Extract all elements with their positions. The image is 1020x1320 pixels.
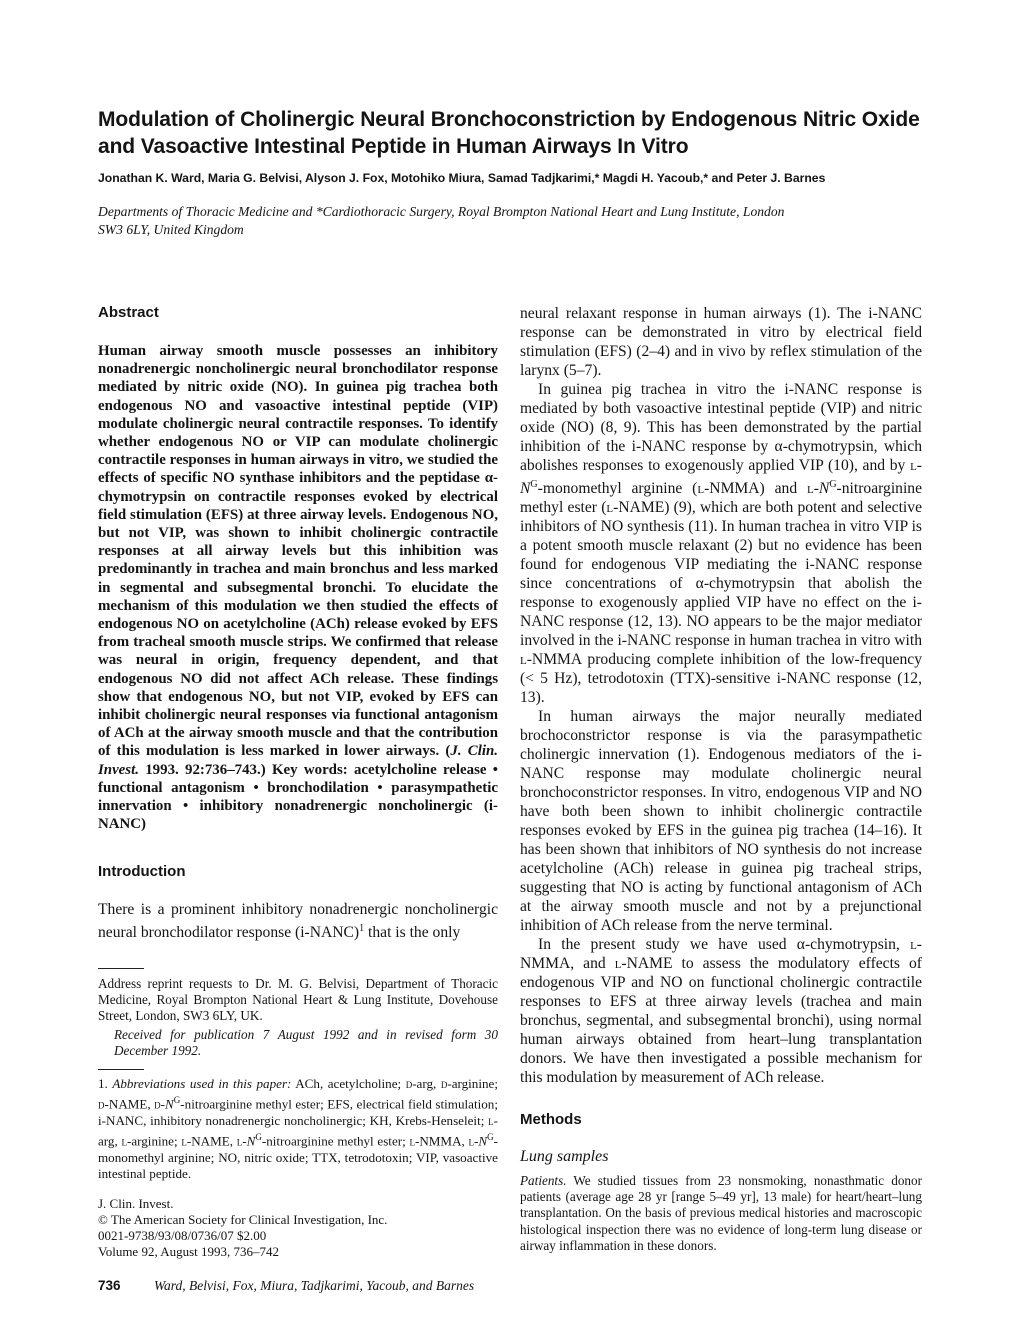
- abstract-text: Human airway smooth muscle possesses an inhibitory nonadrenergic noncholinergic neural bronchodilator response mediated by nitric oxide (NO). In guinea pig trachea both endogenous NO and vasoactive intestinal peptide (VIP) modulate cholinergic neural contractile responses. To identify whether endogenous NO or VIP can modulate cholinergic contractile responses in human airways in vitro, we studied the effects of specific NO synthase inhibitors and the peptidase α-chymotrypsin on contractile responses evoked by electrical field stimulation (EFS) at three airway levels. Endogenous NO, but not VIP, was shown to inhibit cholinergic contractile responses at all airway levels but this inhibition was predominantly in trachea and main bronchus and less marked in segmental and subsegmental bronchi. To elucidate the mechanism of this modulation we then studied the effects of endogenous NO on acetylcholine (ACh) release evoked by EFS from tracheal smooth muscle strips. We confirmed that release was neural in origin, frequency dependent, and that endogenous NO did not affect ACh release. These findings show that endogenous NO, but not VIP, evoked by EFS can inhibit cholinergic neural responses via functional antagonism of ACh at the airway smooth muscle and that the contribution of this modulation is less marked in lower airways.: [98, 343, 498, 760]
- methods-heading: Methods: [520, 1111, 582, 1128]
- patients-runin: Patients.: [520, 1173, 567, 1188]
- p2-n: N: [818, 480, 830, 498]
- volume-line: Volume 92, August 1993, 736–742: [98, 1244, 280, 1259]
- footnote-rule: [98, 968, 144, 969]
- p4-text: -NAME to assess the modulatory effects of endogenous VIP and NO on functional cholinergic contractile responses to EFS at three airway levels (trachea and main bronchus, segmental, and subsegmental bronchi), using normal human airways obtained from heart–lung transplantation donors. We have then investigated a possible mechanism for this modulation by measurement of ACh release.: [520, 955, 922, 1087]
- intro-text-end: that is the only: [364, 924, 461, 942]
- fn-text: -NMMA,: [414, 1133, 469, 1149]
- p2-text: -NMMA producing complete inhibition of the low-frequency (< 5 Hz), tetrodotoxin (TTX)-sensitive i-NANC response (12, 13).: [520, 651, 922, 707]
- p2-l: l: [520, 651, 527, 669]
- journal-name: J. Clin. Invest.: [98, 1196, 174, 1211]
- abstract-citation-ref: 1993. 92:736–743.): [145, 761, 266, 778]
- p4-l: l: [614, 955, 622, 973]
- reprint-address: Address reprint requests to Dr. M. G. Belvisi, Department of Thoracic Medicine, Royal Brompton National Heart & Lung Institute, Dovehouse Street, London, SW3 6LY, UK.: [98, 976, 498, 1024]
- fn-d: d: [405, 1076, 413, 1091]
- journal-info: [98, 1196, 498, 1260]
- abstract-citation-open: (: [445, 743, 451, 760]
- fn-d: d: [98, 1096, 105, 1112]
- p2-l: l: [606, 499, 614, 517]
- correspondence-block: [98, 976, 498, 1059]
- copyright: © The American Society for Clinical Investigation, Inc.: [98, 1212, 388, 1227]
- intro-text-start: There is a prominent inhibitory nonadrenergic noncholinergic neural bronchodilator response (i-NANC): [98, 901, 498, 942]
- abbreviations-footnote: 1. Abbreviations used in this paper: ACh, acetylcholine; d-arg, d-arginine; d-NAME, $d-N^G$-nitroarginine methyl ester; EFS, electrical field stimulation; i-NANC, inhibitory nonadrenergic noncholinergic; KH, Krebs-Henseleit; l-arg, l-arginine; l-NAME, $l-N^G$-nitroarginine methyl ester; l-NMMA, $l-N^G$-monomethyl arginine; NO, nitric oxide; TTX, tetrodotoxin; VIP, vasoactive intestinal peptide.: [98, 1076, 498, 1181]
- p2-sup: G: [530, 479, 538, 490]
- patients-text: We studied tissues from 23 nonsmoking, nonasthmatic donor patients (average age 28 yr [range 5–49 yr], 13 male) for heart/heart–lung transplantation. On the basis of previous medical histories and macroscopic histological inspection there was no evidence of long-term lung disease or airway inflammation in these donors.: [520, 1173, 922, 1253]
- page-number: 736: [98, 1278, 121, 1293]
- abstract-citation-journal: J. Clin. Invest.: [98, 743, 498, 778]
- fn-text: -nitroarginine methyl ester; EFS, electrical field stimulation; i-NANC, inhibitory nonadrenergic noncholinergic; KH, Krebs-Henseleit;: [98, 1096, 498, 1128]
- fn-n: N: [246, 1133, 256, 1149]
- fn-n: N: [478, 1133, 488, 1149]
- fn-text: -arg,: [412, 1076, 441, 1091]
- affiliation: Departments of Thoracic Medicine and *Cardiothoracic Surgery, Royal Brompton National Heart and Lung Institute, London SW3 6LY, United Kingdom: [98, 204, 785, 237]
- fn-text: -arg,: [98, 1112, 498, 1149]
- introduction-heading: Introduction: [98, 863, 186, 880]
- p2-sup: G: [829, 479, 837, 490]
- abstract-heading: Abstract: [98, 304, 159, 321]
- fn-text: -arginine;: [126, 1133, 182, 1149]
- introduction-col1: [98, 900, 498, 942]
- col2-paragraph: neural relaxant response in human airways (1). The i-NANC response can be demonstrated in vitro by electrical field stimulation (EFS) (2–4) and in vivo by reflex stimulation of the larynx (5–7).: [520, 305, 922, 379]
- p2-text: -NAME) (9), which are both potent and selective inhibitors of NO synthesis (11). In human trachea in vitro VIP is a potent smooth muscle relaxant (2) but no evidence has been found for endogenous VIP mediating the i-NANC response since concentrations of α-chymotrypsin that abolish the response to exogenously applied VIP have no effect on the i-NANC response (12, 13). NO appears to be the major mediator involved in the i-NANC response in human trachea in vitro with: [520, 499, 922, 650]
- fn-sup: G: [255, 1131, 262, 1142]
- fn-sup: G: [487, 1131, 494, 1142]
- footnote-marker: 1: [359, 923, 365, 934]
- abstract-keywords: Key words: acetylcholine release • functional antagonism • bronchodilation • parasympathetic innervation • inhibitory nonadrenergic noncholinergic (i-NANC): [98, 761, 498, 833]
- fn-text: ACh, acetylcholine;: [291, 1076, 406, 1091]
- p2-text: -monomethyl arginine (: [537, 480, 698, 498]
- author-list: Jonathan K. Ward, Maria G. Belvisi, Alyson J. Fox, Motohiko Miura, Samad Tadjkarimi,* Magdi H. Yacoub,* and Peter J. Barnes: [98, 171, 826, 185]
- p4-text: In the present study we have used α-chymotrypsin,: [538, 936, 911, 954]
- page-footer: [98, 1278, 698, 1294]
- p2-n: N: [520, 480, 531, 498]
- fn-text: -NAME,: [104, 1096, 155, 1112]
- fn-l: l: [409, 1133, 415, 1149]
- fn-l: l: [468, 1133, 475, 1149]
- abstract-body: [98, 342, 498, 833]
- lung-samples-subheading: Lung samples: [520, 1148, 609, 1165]
- fn-text: -arginine;: [447, 1076, 498, 1091]
- col2-paragraph: In human airways the major neurally mediated brochoconstrictor response is via the parasympathetic cholinergic innervation (1). Endogenous mediators of the i-NANC response may modulate cholinergic neural bronchoconstrictor responses. In vitro, endogenous VIP and NO have both been shown to inhibit cholinergic contractile responses evoked by EFS in the guinea pig trachea (14–16). It has been shown that inhibitors of NO synthesis do not increase acetylcholine (ACh) release in guinea pig tracheal strips, suggesting that NO is acting by functional antagonism of ACh at the airway smooth muscle and not by a prejunctional inhibition of ACh release from the nerve terminal.: [520, 708, 922, 935]
- column-2-body: [520, 304, 922, 1087]
- patients-paragraph: [520, 1173, 922, 1254]
- p2-text: -nitroarginine methyl ester (: [520, 480, 923, 517]
- p2-l: l: [910, 457, 917, 474]
- running-authors: Ward, Belvisi, Fox, Miura, Tadjkarimi, Yacoub, and Barnes: [154, 1278, 475, 1293]
- issn-line: 0021-9738/93/08/0736/07 $2.00: [98, 1228, 267, 1243]
- article-title: Modulation of Cholinergic Neural Bronchoconstriction by Endogenous Nitric Oxide and Vasoactive Intestinal Peptide in Human Airways In Vitro: [98, 108, 920, 158]
- p4-text: -NMMA, and: [520, 936, 922, 973]
- p2-text: -NMMA) and: [704, 480, 807, 498]
- fn-l: l: [236, 1133, 243, 1149]
- footnote-number: 1.: [98, 1076, 113, 1091]
- footnote-rule-2: [98, 1069, 144, 1070]
- fn-l: l: [121, 1133, 127, 1149]
- fn-l: l: [181, 1133, 187, 1149]
- col2-paragraph: [520, 935, 922, 1087]
- fn-text: -monomethyl arginine; NO, nitric oxide; TTX, tetrodotoxin; VIP, vasoactive intestinal peptide.: [98, 1133, 498, 1181]
- fn-text: -nitroarginine methyl ester;: [261, 1133, 410, 1149]
- col2-paragraph: In guinea pig trachea in vitro the i-NANC response is mediated by both vasoactive intestinal peptide (VIP) and nitric oxide (NO) (8, 9). This has been demonstrated by the partial inhibition of the i-NANC response by α-chymotrypsin, which abolishes responses to exogenously applied VIP (10), and by $l-N^G$-monomethyl arginine (l-NMMA) and $l-N^G$-nitroarginine methyl ester (l-NAME) (9), which are both potent and selective inhibitors of NO synthesis (11). In human trachea in vitro VIP is a potent smooth muscle relaxant (2) but no evidence has been found for endogenous VIP mediating the i-NANC response since concentrations of α-chymotrypsin that abolish the response to exogenously applied VIP have no effect on the i-NANC response (12, 13). NO appears to be the major mediator involved in the i-NANC response in human trachea in vitro with l-NMMA producing complete inhibition of the low-frequency (< 5 Hz), tetrodotoxin (TTX)-sensitive i-NANC response (12, 13).: [520, 381, 923, 707]
- fn-sup: G: [173, 1095, 181, 1106]
- fn-text: -NAME,: [186, 1133, 237, 1149]
- fn-l: l: [488, 1112, 494, 1128]
- p4-l: l: [910, 936, 917, 954]
- p2-l: l: [806, 480, 814, 498]
- fn-d: d: [440, 1076, 448, 1091]
- received-dates: Received for publication 7 August 1992 and in revised form 30 December 1992.: [114, 1026, 498, 1058]
- fn-n: N: [165, 1096, 174, 1112]
- p2-l: l: [697, 480, 705, 498]
- fn-d: d: [154, 1096, 161, 1112]
- footnote-label: Abbreviations used in this paper:: [112, 1076, 292, 1091]
- p2-text: In guinea pig trachea in vitro the i-NANC response is mediated by both vasoactive intestinal peptide (VIP) and nitric oxide (NO) (8, 9). This has been demonstrated by the partial inhibition of the i-NANC response by α-chymotrypsin, which abolishes responses to exogenously applied VIP (10), and by: [520, 381, 922, 474]
